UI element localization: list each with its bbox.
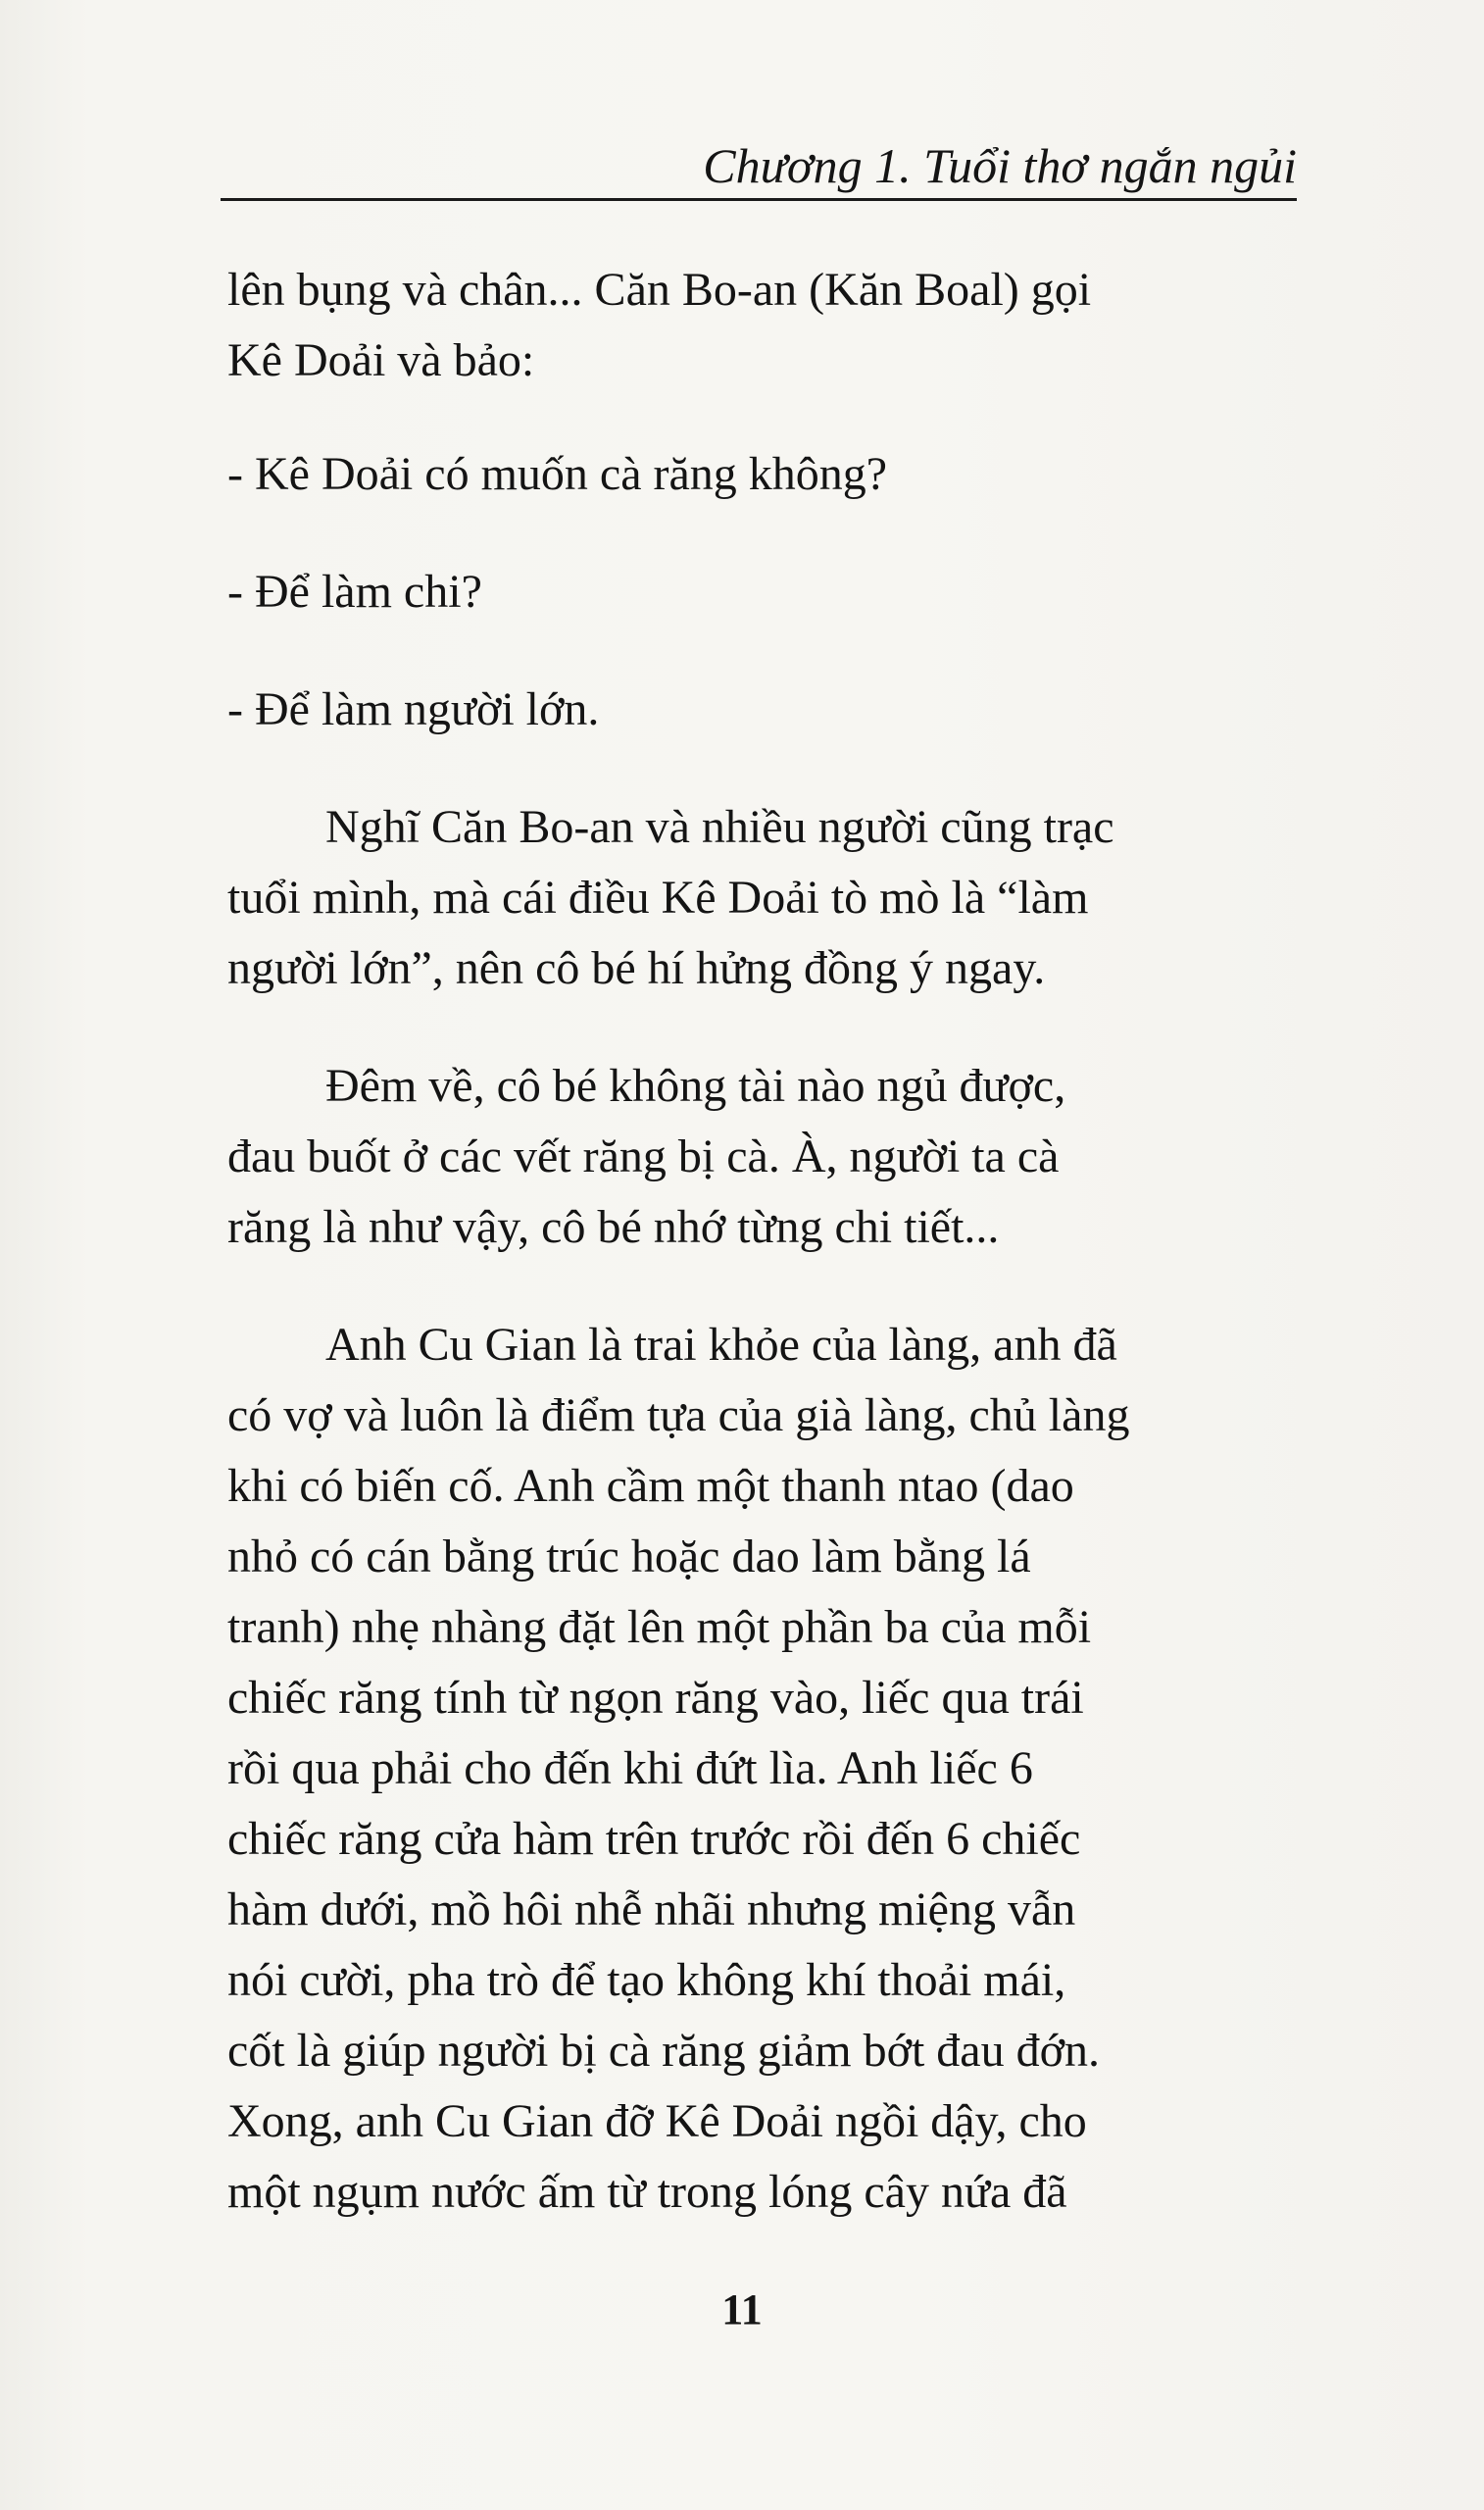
text-line: nói cười, pha trò để tạo không khí thoải mái, — [227, 1954, 1066, 2006]
text-line: răng là như vậy, cô bé nhớ từng chi tiết... — [227, 1201, 1000, 1253]
text-line: hàm dưới, mồ hôi nhễ nhãi nhưng miệng vẫn — [227, 1883, 1076, 1935]
page-number: 11 — [721, 2285, 763, 2334]
text-line: người lớn”, nên cô bé hí hửng đồng ý ngay. — [227, 942, 1046, 994]
text-line: - Kê Doải có muốn cà răng không? — [227, 448, 888, 500]
dialogue-line-2 — [227, 557, 1294, 628]
paragraph-2 — [227, 792, 1294, 1004]
text-line: một ngụm nước ấm từ trong lóng cây nứa đã — [227, 2166, 1067, 2218]
text-line: tranh) nhẹ nhàng đặt lên một phần ba của mỗi — [227, 1601, 1092, 1653]
text-line: - Để làm người lớn. — [227, 683, 600, 735]
paragraph-1 — [227, 255, 1294, 396]
text-line: Nghĩ Căn Bo-an và nhiều người cũng trạc — [325, 801, 1114, 853]
chapter-title: Chương 1. Tuổi thơ ngắn ngủi — [703, 138, 1297, 193]
text-line: cốt là giúp người bị cà răng giảm bớt đau đớn. — [227, 2025, 1100, 2077]
text-line: Xong, anh Cu Gian đỡ Kê Doải ngồi dậy, cho — [227, 2095, 1087, 2147]
text-line: tuổi mình, mà cái điều Kê Doải tò mò là “làm — [227, 872, 1089, 924]
text-line: chiếc răng cửa hàm trên trước rồi đến 6 chiếc — [227, 1813, 1081, 1865]
page-body — [227, 255, 1294, 2228]
text-line: - Để làm chi? — [227, 566, 482, 618]
text-line: đau buốt ở các vết răng bị cà. À, người ta cà — [227, 1130, 1060, 1182]
text-line: khi có biến cố. Anh cầm một thanh ntao (dao — [227, 1460, 1074, 1512]
text-line: lên bụng và chân... Căn Bo-an (Kăn Boal) gọi — [227, 264, 1092, 316]
running-header — [221, 137, 1297, 201]
text-line: Anh Cu Gian là trai khỏe của làng, anh đã — [325, 1319, 1117, 1371]
dialogue-line-1 — [227, 439, 1294, 510]
text-line: Đêm về, cô bé không tài nào ngủ được, — [325, 1060, 1066, 1112]
dialogue-line-3 — [227, 675, 1294, 745]
paragraph-4 — [227, 1310, 1294, 2228]
text-line: chiếc răng tính từ ngọn răng vào, liếc qua trái — [227, 1672, 1084, 1724]
text-line: có vợ và luôn là điểm tựa của già làng, chủ làng — [227, 1389, 1130, 1441]
paragraph-3 — [227, 1051, 1294, 1263]
text-line: Kê Doải và bảo: — [227, 334, 535, 386]
text-line: rồi qua phải cho đến khi đứt lìa. Anh liếc 6 — [227, 1742, 1033, 1794]
text-line: nhỏ có cán bằng trúc hoặc dao làm bằng lá — [227, 1531, 1031, 1582]
